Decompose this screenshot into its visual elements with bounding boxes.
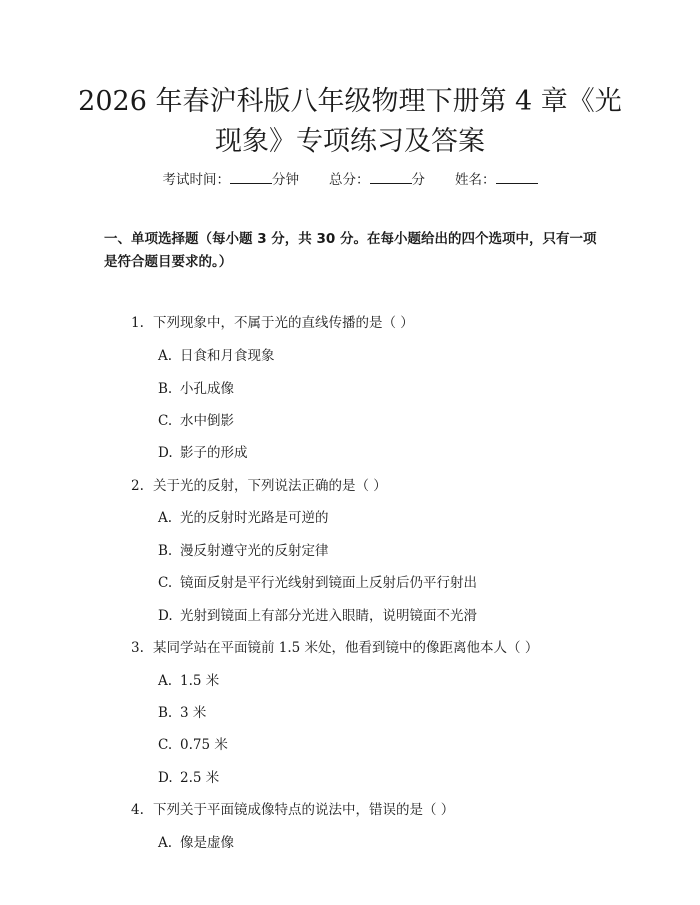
question-2-option-d (158, 604, 477, 624)
option-text: 2.5 米 (180, 770, 220, 786)
question-3-option-a (158, 669, 219, 689)
option-label: A. (158, 673, 173, 689)
question-3-option-b (158, 701, 206, 721)
question-number: 3. (131, 640, 144, 656)
option-text: 1.5 米 (180, 673, 220, 689)
option-label: C. (158, 413, 173, 429)
question-number: 4. (131, 802, 144, 818)
question-stem: 下列现象中，不属于光的直线传播的是（ ） (153, 315, 414, 331)
option-text: 日食和月食现象 (180, 348, 275, 364)
option-label: A. (158, 510, 173, 526)
question-1-option-b (158, 377, 234, 397)
exam-time-label: 考试时间： (162, 172, 230, 188)
option-label: D. (158, 445, 173, 461)
question-stem: 关于光的反射，下列说法正确的是（ ） (153, 478, 387, 494)
question-3-option-d (158, 766, 219, 786)
option-label: B. (158, 543, 173, 559)
option-label: C. (158, 737, 173, 753)
question-3 (131, 636, 538, 656)
option-text: 影子的形成 (180, 445, 248, 461)
total-score-label: 总分： (329, 172, 370, 188)
exam-time-blank (230, 171, 272, 184)
exam-time-unit: 分钟 (271, 172, 299, 188)
option-text: 小孔成像 (180, 381, 234, 397)
total-score-blank (370, 171, 412, 184)
option-text: 3 米 (180, 705, 207, 721)
option-text: 光射到镜面上有部分光进入眼睛，说明镜面不光滑 (180, 608, 477, 624)
option-text: 像是虚像 (180, 835, 234, 851)
question-4 (131, 798, 454, 818)
question-stem: 下列关于平面镜成像特点的说法中，错误的是（ ） (153, 802, 455, 818)
option-text: 水中倒影 (180, 413, 234, 429)
title-line-2: 现象》专项练习及答案 (215, 126, 485, 157)
name-blank (496, 171, 538, 184)
question-2-option-c (158, 571, 477, 591)
option-text: 0.75 米 (180, 737, 228, 753)
question-1-option-d (158, 441, 248, 461)
document-title (60, 82, 640, 162)
question-number: 1. (131, 315, 144, 331)
option-label: D. (158, 608, 173, 624)
total-score-unit: 分 (411, 172, 425, 188)
exam-info-row (0, 168, 700, 188)
option-label: A. (158, 348, 173, 364)
option-text: 漫反射遵守光的反射定律 (180, 543, 329, 559)
question-number: 2. (131, 478, 144, 494)
name-label: 姓名： (455, 172, 496, 188)
question-2 (131, 474, 387, 494)
option-text: 光的反射时光路是可逆的 (180, 510, 329, 526)
question-2-option-b (158, 539, 329, 559)
section-heading: 一、单项选择题（每小题 3 分，共 30 分。在每小题给出的四个选项中，只有一项是符合题目要求的。） (104, 231, 597, 270)
title-line-1: 2026 年春沪科版八年级物理下册第 4 章《光 (78, 86, 622, 117)
option-label: D. (158, 770, 173, 786)
question-2-option-a (158, 506, 329, 526)
option-label: B. (158, 381, 173, 397)
question-1-option-c (158, 409, 234, 429)
question-stem: 某同学站在平面镜前 1.5 米处，他看到镜中的像距离他本人（ ） (153, 640, 539, 656)
option-label: A. (158, 835, 173, 851)
option-text: 镜面反射是平行光线射到镜面上反射后仍平行射出 (180, 575, 477, 591)
question-1 (131, 311, 414, 331)
option-label: B. (158, 705, 173, 721)
option-label: C. (158, 575, 173, 591)
question-4-option-a (158, 831, 234, 851)
question-1-option-a (158, 344, 275, 364)
question-3-option-c (158, 733, 228, 753)
